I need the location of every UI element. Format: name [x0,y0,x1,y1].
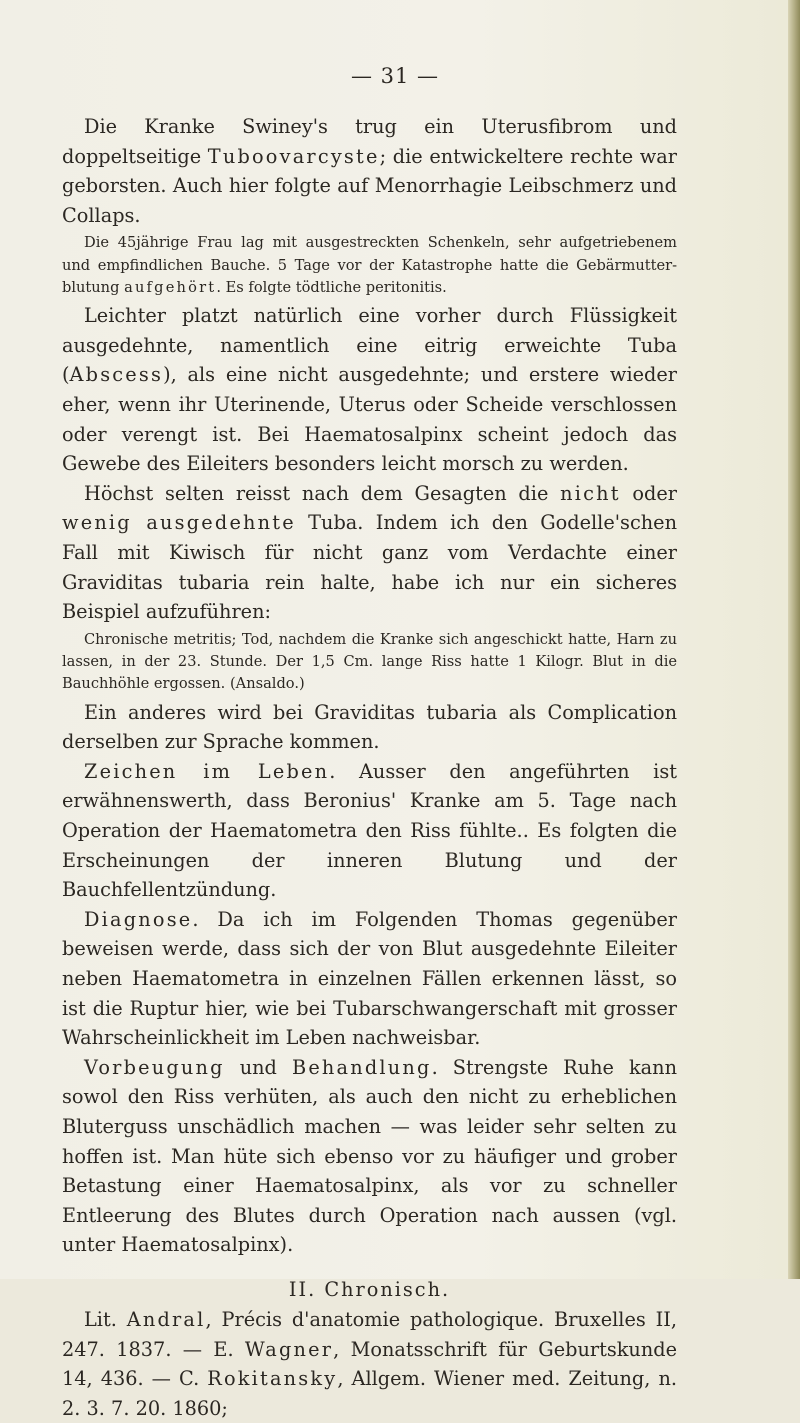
paragraph-prevention-treatment: Vorbeugung und Behandlung. Strengste Ruhe kann sowol den Riss verhüten, als auch den nicht zu erheblichen Bluterguss unschädlich machen — was leider sehr selten zu hoffen ist. Man hüte sich ebenso vor zu häufiger und grober Betastung einer Haematosalpinx, als vor zu schneller Entleerung des Blutes durch Operation nach aussen (vgl. unter Haematosalpinx). [62,1055,678,1257]
subheading-diagnose: Diagnose [84,907,193,931]
subheading-behandlung: Behandlung [291,1055,432,1079]
page-number: — 31 — [350,64,440,88]
paragraph-another-case: Ein anderes wird bei Graviditas tubaria als Complication derselben zur Sprache kommen. [62,700,677,754]
paragraph-signs-in-life: Zeichen im Leben. Ausser den angeführten ist erwähnenswerth, dass Beronius' Kranke am 5. Tage nach Operation der Haematometra den Riss fühlte.. Es folgten die Erscheinungen der inneren Blutung und der Bauchfellentzündung. [62,759,677,902]
paragraph-swiney-case: Die Kranke Swiney's trug ein Uterusfibrom und doppeltseitige Tuboovarcyste; die entwickeltere rechte war geborsten. Auch hier folgte auf Menorrhagie Leibschmerz und Collaps. [62,115,677,227]
paragraph-rupture-causes: Leichter platzt natürlich eine vorher durch Flüssigkeit ausgedehnte, namentlich eine eitrig erweichte Tuba (Abscess), als eine nicht ausgedehnte; und erstere wieder eher, wenn ihr Uterinende, Uterus oder Scheide verschlossen oder verengt ist. Bei Haematosalpinx scheint jedoch das Gewebe des Eileiters besonders leicht morsch zu werden. [62,304,677,476]
paragraph-rare-rupture: Höchst selten reisst nach dem Gesagten die nicht oder wenig ausgedehnte Tuba. Indem ich den Godelle'schen Fall mit Kiwisch für nicht ganz vom Verdachte einer Graviditas tubaria rein halte, habe ich nur ein sicheres Beispiel aufzuführen: [62,481,677,624]
subheading-zeichen: Zeichen im Leben [84,759,330,783]
page-body [62,112,677,1423]
page-edge [788,0,800,1279]
paragraph-literature: Lit. Andral, Précis d'anatomie pathologique. Bruxelles II, 247. 1837. — E. Wagner, Monatsschrift für Geburtskunde 14, 436. — C. Rokitansky, Allgem. Wiener med. Zeitung, n. 2. 3. 7. 20. 1860; [62,1307,678,1420]
case-note-ansaldo: Chronische metritis; Tod, nachdem die Kranke sich angeschickt hatte, Harn zu lassen, in der 23. Stunde. Der 1,5 Cm. lange Riss hatte 1 Kilogr. Blut in die Bauchhöhle ergossen. (Ansaldo.) [62,630,677,693]
case-note-45-year-old: Die 45jährige Frau lag mit ausgestreckten Schenkeln, sehr aufgetriebenem und empfindlichen Bauche. 5 Tage vor der Katastrophe hatte die Gebärmutter-blutung aufgehört. Es folgte tödtliche peritonitis. [62,234,677,296]
subheading-vorbeugung: Vorbeugung [84,1055,225,1079]
section-heading-chronisch: II. Chronisch. [288,1277,451,1301]
paragraph-diagnosis: Diagnose. Da ich im Folgenden Thomas gegenüber beweisen werde, dass sich der von Blut ausgedehnte Eileiter neben Haematometra in einzelnen Fällen erkennen lässt, so ist die Ruptur hier, wie bei Tubarschwangerschaft mit grosser Wahrscheinlickheit im Leben nachweisbar. [62,907,677,1050]
